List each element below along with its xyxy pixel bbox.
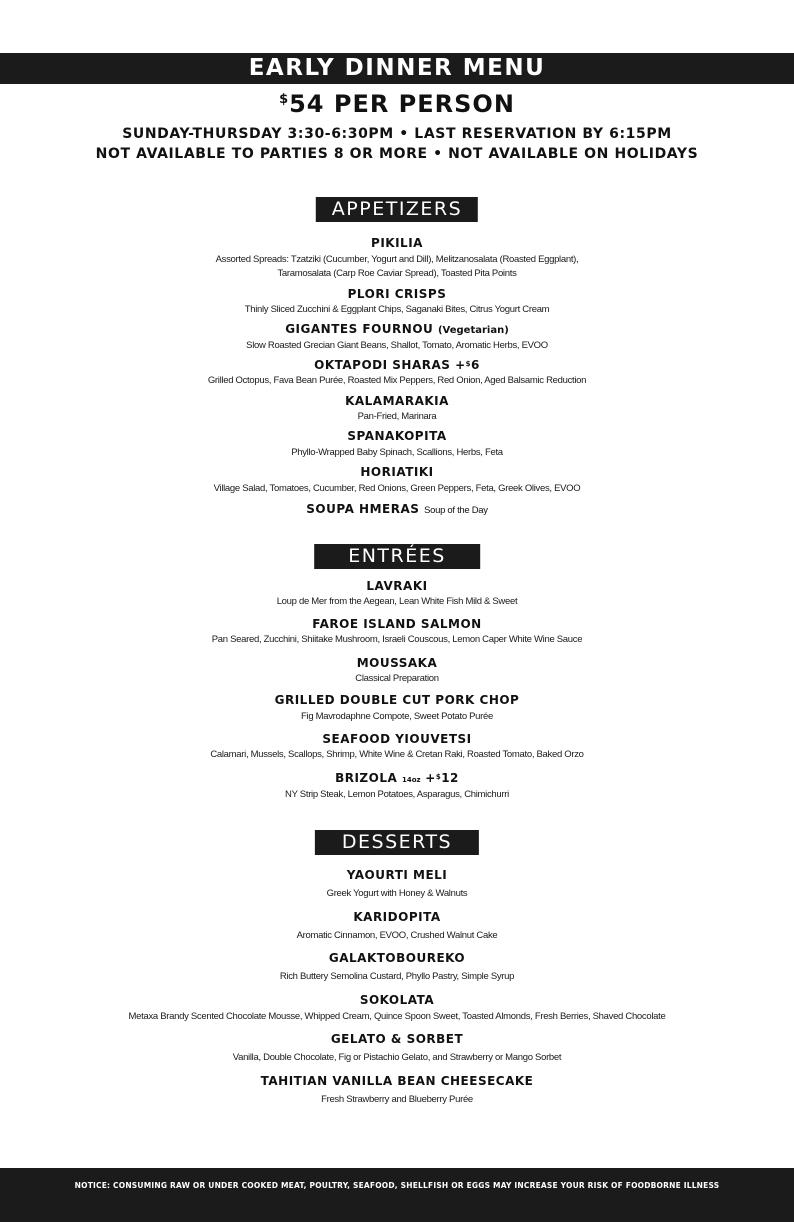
item-desc-pork-chop: Fig Mavrodaphne Compote, Sweet Potato Purée (301, 711, 493, 722)
item-name-galaktoboureko: GALAKTOBOUREKO (328, 951, 466, 965)
foodborne-illness-notice: NOTICE: CONSUMING RAW OR UNDER COOKED MEAT, POULTRY, SEAFOOD, SHELLFISH OR EGGS MAY INCREASE YOUR RISK OF FOODBORNE ILLNESS (0, 1168, 794, 1222)
item-name-soupa-hmeras: SOUPA HMERAS (306, 502, 420, 516)
item-name-pork-chop: GRILLED DOUBLE CUT PORK CHOP (274, 693, 520, 707)
brizola-upcharge-sign: + (425, 771, 436, 785)
item-name-karidopita: KARIDOPITA (353, 910, 441, 924)
item-desc-faroe-island-salmon: Pan Seared, Zucchini, Shiitake Mushroom, Israeli Couscous, Lemon Caper White Wine Sauce (211, 634, 583, 645)
item-name-oktapodi-sharas (0, 358, 794, 373)
brizola-currency-symbol: $ (435, 773, 442, 781)
item-desc-galaktoboureko: Rich Buttery Semolina Custard, Phyllo Pastry, Simple Syrup (279, 971, 515, 982)
item-name-horiatiki: HORIATIKI (360, 465, 434, 479)
price-text: 54 PER PERSON (289, 90, 515, 118)
price-currency-symbol: $ (279, 92, 290, 107)
hours-line: SUNDAY-THURSDAY 3:30-6:30PM • LAST RESERVATION BY 6:15PM (122, 126, 672, 142)
item-desc-pikilia-line2: Taramosalata (Carp Roe Caviar Spread), Toasted Pita Points (277, 268, 517, 279)
item-name-gelato-sorbet: GELATO & SORBET (330, 1032, 464, 1046)
item-name-kalamarakia: KALAMARAKIA (345, 394, 449, 408)
item-desc-horiatiki: Village Salad, Tomatoes, Cucumber, Red Onions, Green Peppers, Feta, Greek Olives, EVOO (213, 483, 581, 494)
item-desc-brizola: NY Strip Steak, Lemon Potatoes, Asparagus, Chimichurri (285, 789, 509, 800)
upcharge-currency-symbol: $ (465, 360, 472, 368)
item-desc-spanakopita: Phyllo-Wrapped Baby Spinach, Scallions, Herbs, Feta (291, 447, 503, 458)
upcharge-price: 6 (471, 358, 480, 372)
item-desc-yaourti-meli: Greek Yogurt with Honey & Walnuts (326, 888, 468, 899)
brizola-upcharge-price: 12 (441, 771, 459, 785)
desserts-heading: DESSERTS (315, 830, 479, 855)
item-desc-plori-crisps: Thinly Sliced Zucchini & Eggplant Chips, Saganaki Bites, Citrus Yogurt Cream (244, 304, 550, 315)
appetizers-heading: APPETIZERS (316, 197, 478, 222)
item-name-faroe-island-salmon: FAROE ISLAND SALMON (312, 617, 482, 631)
item-desc-karidopita: Aromatic Cinnamon, EVOO, Crushed Walnut Cake (296, 930, 498, 941)
item-name-lavraki: LAVRAKI (366, 579, 428, 593)
item-desc-gigantes-fournou: Slow Roasted Grecian Giant Beans, Shallot, Tomato, Aromatic Herbs, EVOO (246, 340, 548, 351)
item-name-gigantes-fournou (0, 322, 794, 338)
item-soupa-hmeras (0, 502, 794, 518)
entrees-heading: ENTRÉES (314, 544, 480, 569)
item-desc-cheesecake: Fresh Strawberry and Blueberry Purée (321, 1094, 473, 1105)
menu-title: EARLY DINNER MENU (0, 53, 794, 84)
item-name-plori-crisps: PLORI CRISPS (347, 287, 447, 301)
item-desc-kalamarakia: Pan-Fried, Marinara (357, 411, 437, 422)
item-name-spanakopita: SPANAKOPITA (347, 429, 447, 443)
item-desc-gelato-sorbet: Vanilla, Double Chocolate, Fig or Pistachio Gelato, and Strawberry or Mango Sorbet (232, 1052, 562, 1063)
item-desc-soupa-hmeras: Soup of the Day (424, 505, 488, 516)
item-name-moussaka: MOUSSAKA (356, 656, 438, 670)
vegetarian-note: (Vegetarian) (437, 325, 509, 336)
item-name-gigantes-text: GIGANTES FOURNOU (285, 322, 434, 336)
item-name-sokolata: SOKOLATA (359, 993, 435, 1007)
item-desc-pikilia: Assorted Spreads: Tzatziki (Cucumber, Yogurt and Dill), Melitzanosalata (Roasted Eggplant), (215, 254, 579, 265)
price-per-person (0, 90, 794, 118)
item-desc-lavraki: Loup de Mer from the Aegean, Lean White Fish Mild & Sweet (276, 596, 518, 607)
item-desc-oktapodi-sharas: Grilled Octopus, Fava Bean Purée, Roasted Mix Peppers, Red Onion, Aged Balsamic Reduction (207, 375, 587, 386)
item-name-oktapodi-text: OKTAPODI SHARAS + (314, 358, 466, 372)
item-desc-seafood-yiouvetsi: Calamari, Mussels, Scallops, Shrimp, White Wine & Cretan Raki, Roasted Tomato, Baked Orzo (210, 749, 584, 760)
item-name-seafood-yiouvetsi: SEAFOOD YIOUVETSI (322, 732, 472, 746)
item-desc-sokolata: Metaxa Brandy Scented Chocolate Mousse, Whipped Cream, Quince Spoon Sweet, Toasted Almonds, Fresh Berries, Shaved Chocolate (128, 1011, 666, 1022)
availability-line: NOT AVAILABLE TO PARTIES 8 OR MORE • NOT AVAILABLE ON HOLIDAYS (95, 146, 699, 162)
item-name-brizola-text: BRIZOLA (335, 771, 398, 785)
item-name-pikilia: PIKILIA (371, 236, 423, 250)
item-name-brizola (0, 771, 794, 788)
item-name-cheesecake: TAHITIAN VANILLA BEAN CHEESECAKE (260, 1074, 534, 1088)
item-name-yaourti-meli: YAOURTI MELI (346, 868, 448, 882)
item-desc-moussaka: Classical Preparation (355, 673, 439, 684)
brizola-size: 14oz (401, 776, 421, 784)
